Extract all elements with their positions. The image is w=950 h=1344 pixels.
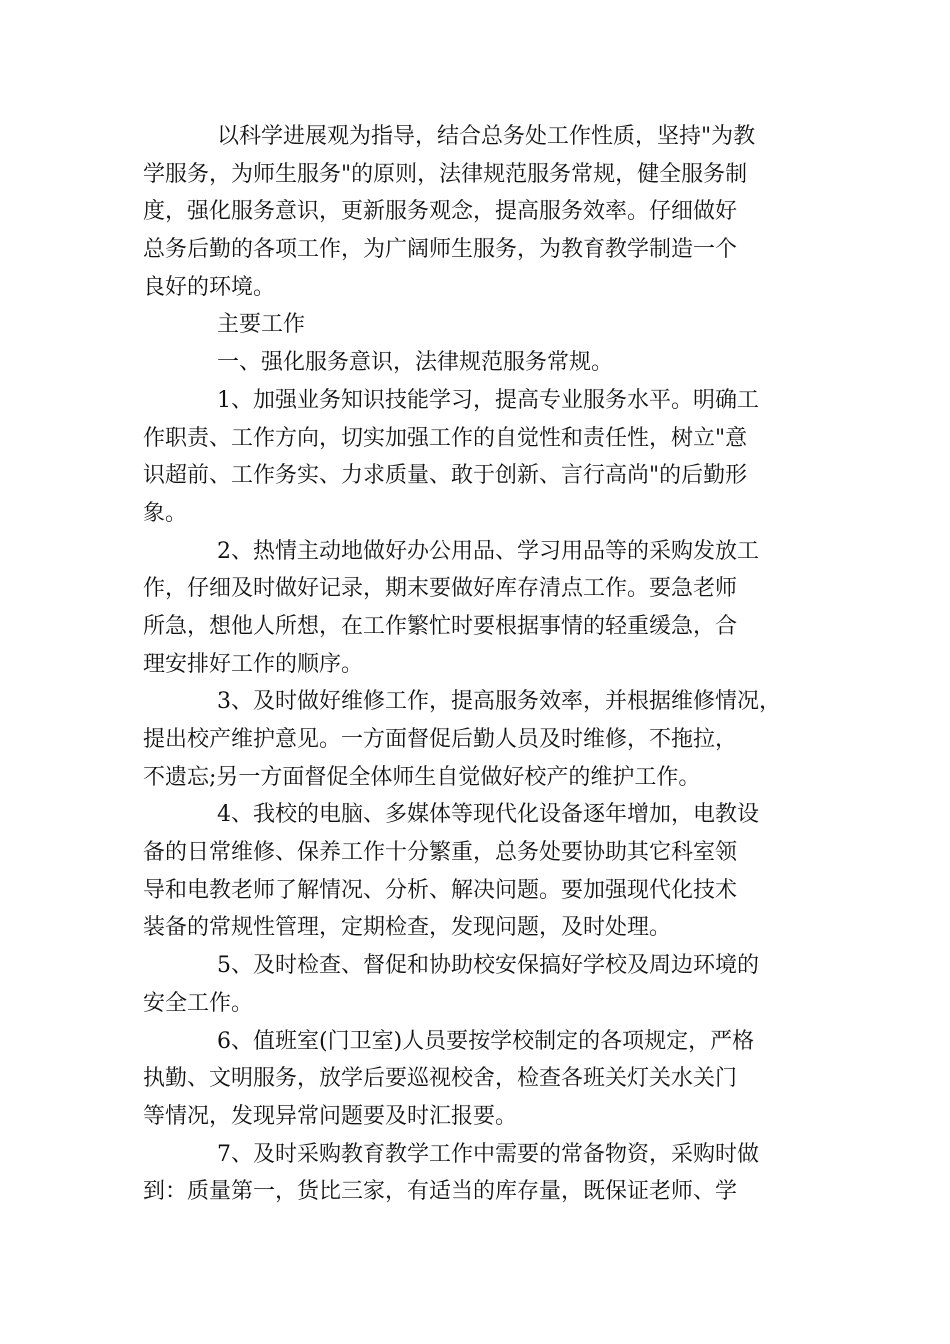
text-line: 一、强化服务意识，法律规范服务常规。: [217, 350, 614, 376]
text-line: 安全工作。: [143, 990, 254, 1016]
text-line: 学服务，为师生服务"的原则，法律规范服务常规，健全服务制: [143, 161, 748, 187]
paragraph-heading-main: [143, 306, 815, 344]
text-line: 4、我校的电脑、多媒体等现代化设备逐年增加，电教设: [217, 802, 759, 828]
text-line: 7、及时采购教育教学工作中需要的常备物资，采购时做: [217, 1141, 759, 1167]
text-line: 导和电教老师了解情况、分析、解决问题。要加强现代化技术: [143, 877, 738, 903]
text-line: 2、热情主动地做好办公用品、学习用品等的采购发放工: [217, 538, 759, 564]
paragraph-item-2: [143, 533, 815, 684]
text-line: 识超前、工作务实、力求质量、敢于创新、言行高尚"的后勤形: [143, 463, 748, 489]
text-line: 主要工作: [217, 312, 306, 338]
text-line: 度，强化服务意识，更新服务观念，提高服务效率。仔细做好: [143, 199, 738, 225]
text-line: 1、加强业务知识技能学习，提高专业服务水平。明确工: [217, 387, 759, 413]
text-line: 所急，想他人所想，在工作繁忙时要根据事情的轻重缓急，合: [143, 613, 738, 639]
text-line: 作，仔细及时做好记录，期末要做好库存清点工作。要急老师: [143, 576, 738, 602]
text-line: 象。: [143, 500, 188, 526]
document-body: [143, 118, 815, 1211]
text-line: 以科学进展观为指导，结合总务处工作性质，坚持"为教: [217, 124, 756, 149]
text-line: 总务后勤的各项工作，为广阔师生服务，为教育教学制造一个: [143, 237, 738, 263]
text-line: 3、及时做好维修工作，提高服务效率，并根据维修情况，: [217, 689, 781, 715]
text-line: 装备的常规性管理，定期检查，发现问题，及时处理。: [143, 915, 672, 941]
text-line: 6、值班室(门卫室)人员要按学校制定的各项规定，严格: [217, 1028, 755, 1054]
text-line: 理安排好工作的顺序。: [143, 651, 364, 677]
text-line: 备的日常维修、保养工作十分繁重，总务处要协助其它科室领: [143, 840, 738, 866]
paragraph-item-3: [143, 683, 815, 796]
text-line: 不遗忘;另一方面督促全体师生自觉做好校产的维护工作。: [143, 764, 701, 790]
text-line: 5、及时检查、督促和协助校安保搞好学校及周边环境的: [217, 953, 759, 979]
text-line: 作职责、工作方向，切实加强工作的自觉性和责任性，树立"意: [143, 425, 748, 451]
text-line: 提出校产维护意见。一方面督促后勤人员及时维修，不拖拉，: [143, 727, 738, 752]
text-line: 等情况，发现异常问题要及时汇报要。: [143, 1103, 518, 1129]
paragraph-item-7: [143, 1136, 815, 1211]
paragraph-item-5: [143, 947, 815, 1022]
text-line: 到：质量第一，货比三家，有适当的库存量，既保证老师、学: [143, 1179, 738, 1205]
text-line: 良好的环境。: [143, 274, 276, 300]
paragraph-heading-section-1: [143, 344, 815, 382]
paragraph-intro: [143, 118, 815, 306]
text-line: 执勤、文明服务，放学后要巡视校舍，检查各班关灯关水关门: [143, 1066, 738, 1092]
paragraph-item-1: [143, 382, 815, 533]
paragraph-item-4: [143, 796, 815, 947]
paragraph-item-6: [143, 1023, 815, 1136]
